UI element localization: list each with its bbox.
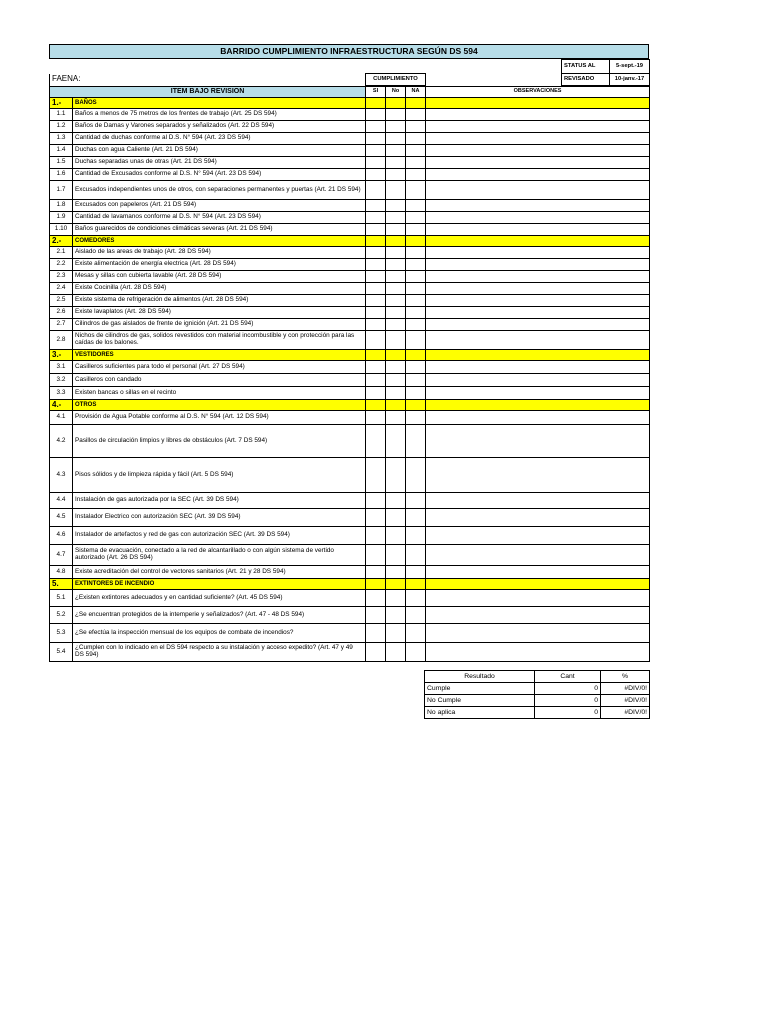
item-number: 1.7 [50, 181, 73, 200]
summary-header-pct: % [601, 671, 650, 683]
si-cell[interactable] [366, 224, 386, 236]
section-number: 3.- [50, 350, 73, 361]
table-row [50, 545, 650, 566]
item-description: Cantidad de duchas conforme al D.S. N° 594 (Art. 23 DS 594) [73, 133, 366, 145]
section-mark-cell [386, 400, 406, 411]
si-cell[interactable] [366, 319, 386, 331]
item-number: 1.10 [50, 224, 73, 236]
table-row [50, 425, 650, 458]
observation-cell[interactable] [426, 545, 650, 566]
section-mark-cell [366, 579, 386, 590]
no-cell[interactable] [386, 458, 406, 493]
item-number: 2.1 [50, 247, 73, 259]
section-header-row [50, 98, 650, 109]
observation-cell[interactable] [426, 566, 650, 579]
na-cell[interactable] [406, 212, 426, 224]
si-cell[interactable] [366, 607, 386, 624]
na-cell[interactable] [406, 307, 426, 319]
na-cell[interactable] [406, 361, 426, 374]
item-description: Cilindros de gas aislados de frente de ignición (Art. 21 DS 594) [73, 319, 366, 331]
si-cell[interactable] [366, 527, 386, 545]
section-observation-cell [426, 400, 650, 411]
item-number: 1.1 [50, 109, 73, 121]
no-cell[interactable] [386, 145, 406, 157]
na-cell[interactable] [406, 169, 426, 181]
si-cell[interactable] [366, 212, 386, 224]
no-cell[interactable] [386, 224, 406, 236]
no-cell[interactable] [386, 643, 406, 662]
na-cell[interactable] [406, 157, 426, 169]
section-mark-cell [366, 400, 386, 411]
item-number: 1.9 [50, 212, 73, 224]
item-description: Duchas con agua Caliente (Art. 21 DS 594) [73, 145, 366, 157]
observation-cell[interactable] [426, 643, 650, 662]
na-cell[interactable] [406, 331, 426, 350]
table-row [50, 295, 650, 307]
observation-cell[interactable] [426, 247, 650, 259]
observation-cell[interactable] [426, 624, 650, 643]
si-cell[interactable] [366, 307, 386, 319]
section-name: VESTIDORES [73, 350, 366, 361]
no-cell[interactable] [386, 374, 406, 387]
na-cell[interactable] [406, 224, 426, 236]
no-cell[interactable] [386, 493, 406, 509]
section-observation-cell [426, 350, 650, 361]
item-number: 5.2 [50, 607, 73, 624]
section-mark-cell [386, 98, 406, 109]
section-number: 5. [50, 579, 73, 590]
table-row [50, 566, 650, 579]
observation-cell[interactable] [426, 271, 650, 283]
na-cell[interactable] [406, 319, 426, 331]
section-mark-cell [386, 579, 406, 590]
si-cell[interactable] [366, 458, 386, 493]
si-cell[interactable] [366, 566, 386, 579]
observation-cell[interactable] [426, 200, 650, 212]
item-number: 2.7 [50, 319, 73, 331]
table-row [50, 224, 650, 236]
si-cell[interactable] [366, 200, 386, 212]
si-cell[interactable] [366, 643, 386, 662]
item-number: 2.8 [50, 331, 73, 350]
item-number: 1.5 [50, 157, 73, 169]
item-description: Excusados independientes unos de otros, con separaciones permanentes y puertas (Art. 21 DS 594) [73, 181, 366, 200]
item-description: Aislado de las areas de trabajo (Art. 28 DS 594) [73, 247, 366, 259]
si-cell[interactable] [366, 545, 386, 566]
observation-cell[interactable] [426, 361, 650, 374]
na-cell[interactable] [406, 607, 426, 624]
section-name: OTROS [73, 400, 366, 411]
si-cell[interactable] [366, 387, 386, 400]
si-cell[interactable] [366, 374, 386, 387]
item-description: Provisión de Agua Potable conforme al D.S. N° 594 (Art. 12 DS 594) [73, 411, 366, 425]
table-row [50, 247, 650, 259]
si-cell[interactable] [366, 109, 386, 121]
observation-cell[interactable] [426, 212, 650, 224]
item-description: Existe Cocinilla (Art. 28 DS 594) [73, 283, 366, 295]
column-header-row [50, 87, 650, 98]
na-cell[interactable] [406, 458, 426, 493]
revisado-value[interactable]: 10-janv.-17 [610, 74, 650, 86]
summary-header-resultado: Resultado [425, 671, 535, 683]
item-description: Pasillos de circulación limpios y libres de obstáculos (Art. 7 DS 594) [73, 425, 366, 458]
item-number: 1.8 [50, 200, 73, 212]
no-cell[interactable] [386, 527, 406, 545]
item-description: Cantidad de lavamanos conforme al D.S. N° 594 (Art. 23 DS 594) [73, 212, 366, 224]
section-mark-cell [406, 579, 426, 590]
summary-nocumple-label: No Cumple [425, 695, 535, 707]
no-cell[interactable] [386, 411, 406, 425]
si-cell[interactable] [366, 181, 386, 200]
item-description: Existe lavaplatos (Art. 28 DS 594) [73, 307, 366, 319]
observation-cell[interactable] [426, 527, 650, 545]
na-cell[interactable] [406, 509, 426, 527]
observation-cell[interactable] [426, 607, 650, 624]
section-header-row [50, 236, 650, 247]
no-cell[interactable] [386, 361, 406, 374]
item-number: 4.8 [50, 566, 73, 579]
status-value[interactable]: 5-sept.-19 [610, 60, 650, 74]
section-mark-cell [406, 236, 426, 247]
observation-cell[interactable] [426, 387, 650, 400]
observation-cell[interactable] [426, 109, 650, 121]
na-cell[interactable] [406, 387, 426, 400]
item-number: 5.3 [50, 624, 73, 643]
observation-cell[interactable] [426, 509, 650, 527]
item-description: Existe sistema de refrigeración de alimentos (Art. 28 DS 594) [73, 295, 366, 307]
item-description: Existen bancas o sillas en el recinto [73, 387, 366, 400]
item-description: Baños de Damas y Varones separados y señalizados (Art. 22 DS 594) [73, 121, 366, 133]
item-number: 2.3 [50, 271, 73, 283]
observation-cell[interactable] [426, 169, 650, 181]
na-cell[interactable] [406, 527, 426, 545]
item-number: 5.1 [50, 590, 73, 607]
section-name: EXTINTORES DE INCENDIO [73, 579, 366, 590]
na-cell[interactable] [406, 425, 426, 458]
item-number: 4.3 [50, 458, 73, 493]
item-number: 1.3 [50, 133, 73, 145]
table-row [50, 493, 650, 509]
no-cell[interactable] [386, 607, 406, 624]
na-cell[interactable] [406, 121, 426, 133]
item-number: 2.6 [50, 307, 73, 319]
section-header-row [50, 579, 650, 590]
section-observation-cell [426, 579, 650, 590]
no-cell[interactable] [386, 331, 406, 350]
section-mark-cell [366, 98, 386, 109]
item-description: ¿Cumplen con lo indicado en el DS 594 respecto a su instalación y acceso expedito? (Art. 47 y 49 DS 594) [73, 643, 366, 662]
table-row [50, 109, 650, 121]
section-number: 2.- [50, 236, 73, 247]
item-description: Sistema de evacuación, conectado a la red de alcantarillado o con algún sistema de vertido autorizado (Art. 26 DS 594) [73, 545, 366, 566]
table-row [50, 590, 650, 607]
si-cell[interactable] [366, 411, 386, 425]
item-description: Instalador Electrico con autorización SEC (Art. 39 DS 594) [73, 509, 366, 527]
no-cell[interactable] [386, 283, 406, 295]
no-cell[interactable] [386, 181, 406, 200]
no-cell[interactable] [386, 545, 406, 566]
summary-cumple-pct: #DIV/0! [601, 683, 650, 695]
na-cell[interactable] [406, 566, 426, 579]
section-name: COMEDORES [73, 236, 366, 247]
item-number: 2.2 [50, 259, 73, 271]
si-cell[interactable] [366, 509, 386, 527]
summary-table [424, 670, 650, 719]
si-cell[interactable] [366, 157, 386, 169]
section-number: 4.- [50, 400, 73, 411]
table-row [50, 259, 650, 271]
summary-cumple-label: Cumple [425, 683, 535, 695]
section-mark-cell [406, 400, 426, 411]
summary-nocumple-cant: 0 [535, 695, 601, 707]
item-description: Casilleros suficientes para todo el personal (Art. 27 DS 594) [73, 361, 366, 374]
observation-cell[interactable] [426, 458, 650, 493]
table-row [50, 387, 650, 400]
item-description: Duchas separadas unas de otras (Art. 21 DS 594) [73, 157, 366, 169]
table-row [50, 133, 650, 145]
item-description: Pisos sólidos y de limpieza rápida y fácil (Art. 5 DS 594) [73, 458, 366, 493]
item-number: 4.6 [50, 527, 73, 545]
table-row [50, 181, 650, 200]
na-cell[interactable] [406, 624, 426, 643]
no-cell[interactable] [386, 295, 406, 307]
item-description: ¿Se efectúa la inspección mensual de los equipos de combate de incendios? [73, 624, 366, 643]
item-number: 4.2 [50, 425, 73, 458]
observation-cell[interactable] [426, 374, 650, 387]
no-cell[interactable] [386, 212, 406, 224]
sheet-title: BARRIDO CUMPLIMIENTO INFRAESTRUCTURA SEGÚN DS 594 [49, 44, 649, 59]
no-cell[interactable] [386, 133, 406, 145]
si-cell[interactable] [366, 259, 386, 271]
si-cell[interactable] [366, 247, 386, 259]
table-row [50, 212, 650, 224]
si-cell[interactable] [366, 169, 386, 181]
item-description: Baños a menos de 75 metros de los frentes de trabajo (Art. 25 DS 594) [73, 109, 366, 121]
table-row [50, 374, 650, 387]
si-cell[interactable] [366, 271, 386, 283]
section-number: 1.- [50, 98, 73, 109]
section-mark-cell [366, 350, 386, 361]
section-mark-cell [406, 98, 426, 109]
section-mark-cell [386, 350, 406, 361]
observation-cell[interactable] [426, 425, 650, 458]
table-row [50, 283, 650, 295]
observation-cell[interactable] [426, 133, 650, 145]
no-cell[interactable] [386, 624, 406, 643]
item-description: Excusados con papeleros (Art. 21 DS 594) [73, 200, 366, 212]
item-number: 2.5 [50, 295, 73, 307]
item-number: 5.4 [50, 643, 73, 662]
observation-cell[interactable] [426, 224, 650, 236]
na-cell[interactable] [406, 590, 426, 607]
item-number: 1.2 [50, 121, 73, 133]
item-description: Cantidad de Excusados conforme al D.S. N° 594 (Art. 23 DS 594) [73, 169, 366, 181]
na-cell[interactable] [406, 133, 426, 145]
status-label: STATUS AL [562, 60, 610, 74]
table-row [50, 643, 650, 662]
section-header-row [50, 400, 650, 411]
si-cell[interactable] [366, 121, 386, 133]
table-row [50, 624, 650, 643]
item-description: Instalador de artefactos y red de gas con autorización SEC (Art. 39 DS 594) [73, 527, 366, 545]
item-number: 4.1 [50, 411, 73, 425]
revisado-label: REVISADO [562, 74, 610, 86]
item-description: Nichos de cilindros de gas, solidos revestidos con material incombustible y con protección para las caídas de los balones. [73, 331, 366, 350]
observation-cell[interactable] [426, 331, 650, 350]
na-cell[interactable] [406, 545, 426, 566]
item-description: Mesas y sillas con cubierta lavable (Art. 28 DS 594) [73, 271, 366, 283]
observation-cell[interactable] [426, 319, 650, 331]
no-cell[interactable] [386, 157, 406, 169]
observation-cell[interactable] [426, 411, 650, 425]
section-mark-cell [366, 236, 386, 247]
no-cell[interactable] [386, 509, 406, 527]
observation-cell[interactable] [426, 307, 650, 319]
table-row [50, 319, 650, 331]
no-cell[interactable] [386, 307, 406, 319]
na-cell[interactable] [406, 283, 426, 295]
na-cell[interactable] [406, 181, 426, 200]
item-number: 3.2 [50, 374, 73, 387]
table-row [50, 307, 650, 319]
observation-cell[interactable] [426, 145, 650, 157]
section-header-row [50, 350, 650, 361]
item-number: 1.6 [50, 169, 73, 181]
observation-cell[interactable] [426, 259, 650, 271]
no-cell[interactable] [386, 387, 406, 400]
summary-cumple-cant: 0 [535, 683, 601, 695]
na-cell[interactable] [406, 200, 426, 212]
na-cell[interactable] [406, 295, 426, 307]
table-row [50, 607, 650, 624]
table-row [50, 527, 650, 545]
observation-cell[interactable] [426, 283, 650, 295]
na-cell[interactable] [406, 109, 426, 121]
section-observation-cell [426, 98, 650, 109]
section-mark-cell [406, 350, 426, 361]
item-description: Baños guarecidos de condiciones climáticas severas (Art. 21 DS 594) [73, 224, 366, 236]
observation-cell[interactable] [426, 121, 650, 133]
observation-cell[interactable] [426, 295, 650, 307]
no-cell[interactable] [386, 247, 406, 259]
item-number: 2.4 [50, 283, 73, 295]
table-row [50, 169, 650, 181]
item-number: 4.7 [50, 545, 73, 566]
no-cell[interactable] [386, 590, 406, 607]
observation-cell[interactable] [426, 590, 650, 607]
col-na: NA [406, 87, 426, 98]
na-cell[interactable] [406, 493, 426, 509]
table-row [50, 157, 650, 169]
summary-header-cant: Cant [535, 671, 601, 683]
item-description: Casilleros con candado [73, 374, 366, 387]
table-row [50, 145, 650, 157]
section-observation-cell [426, 236, 650, 247]
faena-label: FAENA: [50, 74, 366, 86]
summary-noaplica-pct: #DIV/0! [601, 707, 650, 719]
observation-cell[interactable] [426, 181, 650, 200]
no-cell[interactable] [386, 259, 406, 271]
item-number: 3.3 [50, 387, 73, 400]
item-header: ITEM BAJO REVISION [50, 87, 366, 98]
na-cell[interactable] [406, 271, 426, 283]
si-cell[interactable] [366, 425, 386, 458]
observation-cell[interactable] [426, 493, 650, 509]
summary-nocumple-pct: #DIV/0! [601, 695, 650, 707]
col-si: SI [366, 87, 386, 98]
no-cell[interactable] [386, 566, 406, 579]
no-cell[interactable] [386, 319, 406, 331]
na-cell[interactable] [406, 145, 426, 157]
header-table [49, 59, 650, 86]
item-number: 3.1 [50, 361, 73, 374]
si-cell[interactable] [366, 283, 386, 295]
observation-cell[interactable] [426, 157, 650, 169]
no-cell[interactable] [386, 271, 406, 283]
no-cell[interactable] [386, 425, 406, 458]
item-number: 4.4 [50, 493, 73, 509]
item-description: Instalación de gas autorizada por la SEC (Art. 39 DS 594) [73, 493, 366, 509]
table-row [50, 411, 650, 425]
section-name: BAÑOS [73, 98, 366, 109]
checklist-sheet [49, 44, 649, 662]
na-cell[interactable] [406, 374, 426, 387]
item-description: ¿Se encuentran protegidos de la intemperie y señalizados? (Art. 47 - 48 DS 594) [73, 607, 366, 624]
si-cell[interactable] [366, 145, 386, 157]
table-row [50, 121, 650, 133]
no-cell[interactable] [386, 109, 406, 121]
table-row [50, 200, 650, 212]
si-cell[interactable] [366, 624, 386, 643]
item-description: Existe alimentación de energía electrica (Art. 28 DS 594) [73, 259, 366, 271]
na-cell[interactable] [406, 259, 426, 271]
item-description: ¿Existen extintores adecuados y en cantidad suficiente? (Art. 45 DS 594) [73, 590, 366, 607]
si-cell[interactable] [366, 133, 386, 145]
na-cell[interactable] [406, 247, 426, 259]
item-description: Existe acreditación del control de vectores sanitarios (Art. 21 y 28 DS 594) [73, 566, 366, 579]
summary-noaplica-label: No aplica [425, 707, 535, 719]
section-mark-cell [386, 236, 406, 247]
si-cell[interactable] [366, 295, 386, 307]
item-number: 1.4 [50, 145, 73, 157]
item-number: 4.5 [50, 509, 73, 527]
si-cell[interactable] [366, 590, 386, 607]
table-row [50, 271, 650, 283]
na-cell[interactable] [406, 411, 426, 425]
summary-noaplica-cant: 0 [535, 707, 601, 719]
cumplimiento-label: CUMPLIMIENTO [366, 74, 426, 86]
checklist-table [49, 86, 650, 662]
col-observaciones: OBSERVACIONES [426, 87, 650, 98]
no-cell[interactable] [386, 169, 406, 181]
si-cell[interactable] [366, 493, 386, 509]
table-row [50, 509, 650, 527]
si-cell[interactable] [366, 331, 386, 350]
table-row [50, 361, 650, 374]
table-row [50, 331, 650, 350]
si-cell[interactable] [366, 361, 386, 374]
no-cell[interactable] [386, 121, 406, 133]
no-cell[interactable] [386, 200, 406, 212]
col-no: No [386, 87, 406, 98]
table-row [50, 458, 650, 493]
na-cell[interactable] [406, 643, 426, 662]
